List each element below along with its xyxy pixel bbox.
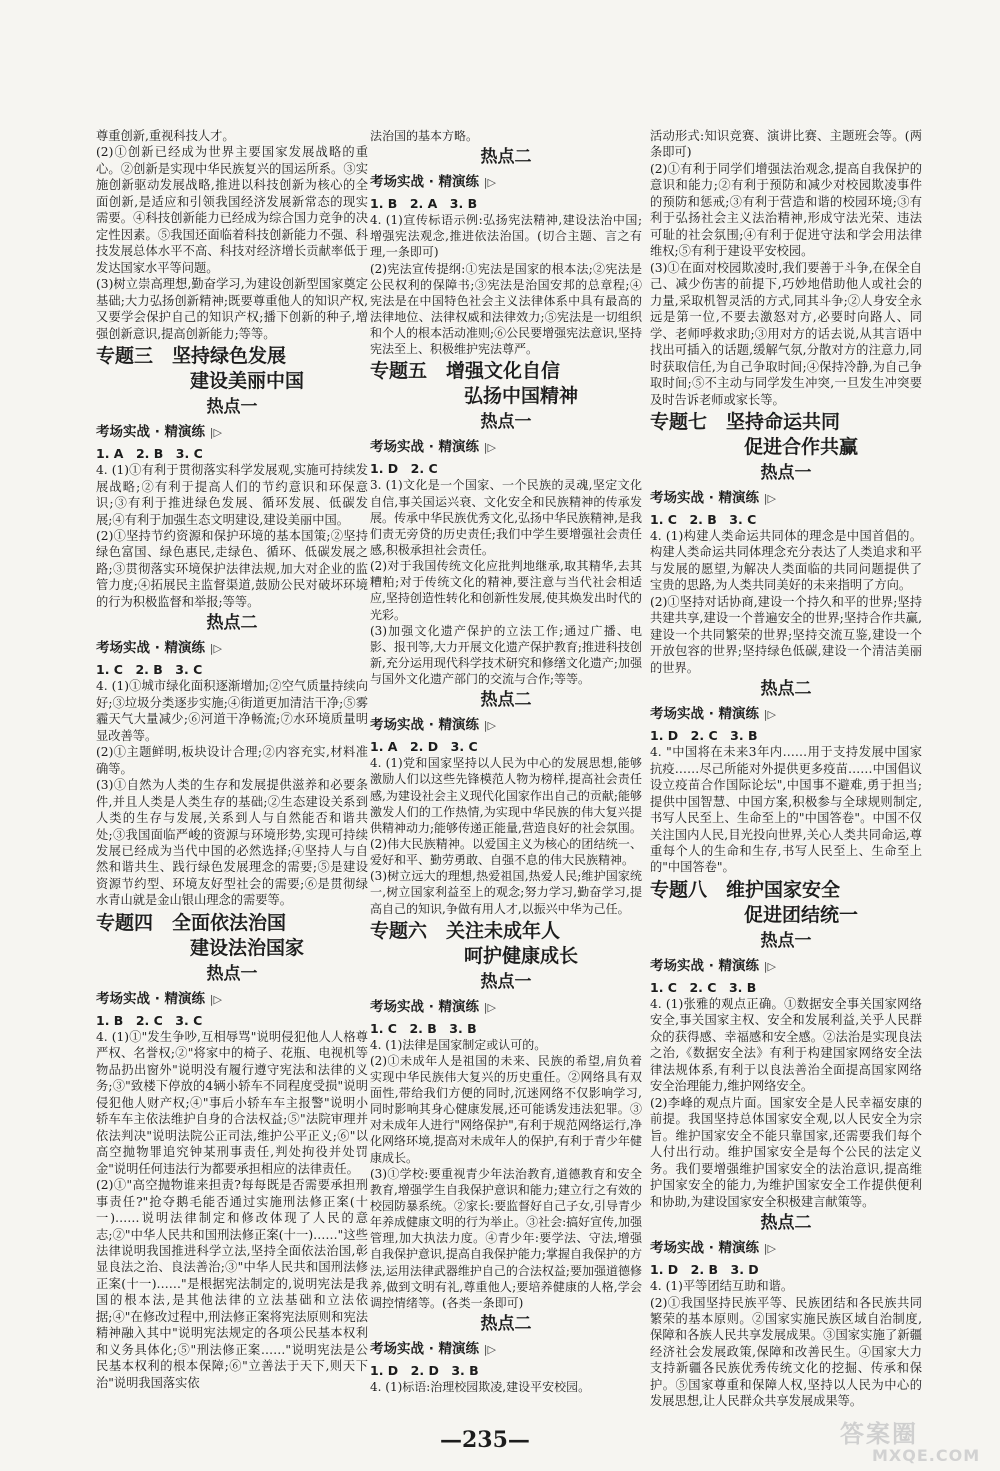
hotspot-heading: 热点二 bbox=[480, 147, 532, 168]
topic-title: 专题五 增强文化自信 bbox=[370, 360, 561, 383]
drill-heading bbox=[650, 955, 922, 978]
hotspot-heading: 热点一 bbox=[480, 971, 532, 992]
topic-subtitle: 促进团结统一 bbox=[743, 903, 858, 926]
drill-heading bbox=[650, 1237, 922, 1260]
topic-title: 专题三 坚持绿色发展 bbox=[96, 345, 287, 368]
answer-text: 4. "中国将在未来3年内……用于支持发展中国家抗疫……尽己所能对外提供更多疫苗……中国倡议设立疫苗合作国际论坛",中国事不避难,勇于担当;提供中国智慧、中国方案,积极参与全球规则制定,书写人民至上、生命至上的"中国答卷"。中国不仅关注国内人民,目光投向世界,关心人类共同命运,尊重每个人的生命和生存,书写人民至上、生命至上的"中国答卷"。 bbox=[650, 745, 922, 875]
answer-text: 3. (1)文化是一个国家、一个民族的灵魂,坚定文化自信,事关国运兴衰、文化安全和民族精神的传承发展。传承中华民族优秀文化,弘扬中华民族精神,是我们责无旁贷的历史责任;我们中学生要增强社会责任感,积极承担社会责任。 (2)对于我国传统文化应批判地继承,取其精华,去其糟粕;对于传统文化的精神,要注意与当代社会相适应,坚持创造性转化和创新性发展,使其焕发出时代的光彩。 (3)加强文化遗产保护的立法工作;通过广播、电影、报刊等,大力开展文化遗产保护教育;推进科技创新,充分运用现代科学技术研究和修缮文化遗产;加强与国外文化遗产部门的交流与合作;等等。 bbox=[370, 478, 642, 687]
topic-subtitle: 建设法治国家 bbox=[189, 936, 304, 959]
choice-answers: 1. D 2. D 3. B bbox=[370, 1363, 479, 1379]
answer-text: 4. (1)法律是国家制定或认可的。 (2)①未成年人是祖国的未来、民族的希望,肩负着实现中华民族伟大复兴的历史重任。②网络具有双面性,带给我们方便的同时,沉迷网络不仅影响学习,同时影响其身心健康发展,还可能诱发违法犯罪。③对未成年人进行"网络保护",有利于规范网络运行,净化网络环境,提高对未成年人的保护,有利于青少年健康成长。 (3)①学校:要重视青少年法治教育,道德教育和安全教育,增强学生自我保护意识和能力;建立行之有效的校园防暴系统。②家长:要监督好自己子女,引导青少年养成健康文明的行为举止。③社会:搞好宣传,加强管理,加大执法力度。④青少年:要学法、守法,增强自我保护意识,提高自我保护能力;掌握自我保护的方法,运用法律武器维护自己的合法权益;要加强道德修养,做到文明有礼,尊重他人;要培养健康的人格,学会调控情绪等。(各类一条即可) bbox=[370, 1037, 642, 1310]
topic-heading bbox=[370, 919, 642, 969]
watermark-text: 答案圈 bbox=[840, 1420, 918, 1448]
choice-answers: 1. C 2. B 3. C bbox=[650, 511, 757, 527]
drill-heading bbox=[370, 1338, 642, 1361]
topic-subtitle: 呵护健康成长 bbox=[463, 944, 578, 967]
drill-label: 考场实战 · 精演练 bbox=[370, 439, 480, 456]
answer-text: 4. (1)平等团结互助和谐。 (2)①我国坚持民族平等、民族团结和各民族共同繁荣的基本原则。②国家实施民族区域自治制度,保障和各族人民共享发展成果。③国家实施了新疆经济社会发展政策,保障和改善民生。④国家大力支持新疆各民族优秀传统文化的挖掘、传承和保护。⑤国家尊重和保障人权,坚持以人民为中心的发展思想,让人民群众共享发展成果等。 bbox=[650, 1279, 922, 1409]
drill-heading bbox=[370, 714, 642, 737]
arrow-icon: |▷ bbox=[483, 1000, 496, 1014]
answer-text: 4. (1)宣传标语示例:弘扬宪法精神,建设法治中国;增强宪法观念,推进依法治国。(切合主题、言之有理,一条即可) (2)宪法宣传提纲:①宪法是国家的根本法;②宪法是公民权利的保障书;③宪法是治国安邦的总章程;④宪法是在中国特色社会主义法律体系中具有最高的法律地位、法律权威和法律效力;⑤宪法是一切组织和个人的根本活动准则;⑥公民要增强宪法意识,坚持宪法至上、积极维护宪法尊严。 bbox=[370, 213, 642, 357]
answer-text: 4. (1)①"发生争吵,互相辱骂"说明侵犯他人人格尊严权、名誉权;②"将家中的椅子、花瓶、电视机等物品扔出窗外"说明没有履行遵守宪法和法律的义务;③"致楼下停放的4辆小轿车不同程度受损"说明侵犯他人财产权;④"事后小轿车车主报警"说明小轿车车主依法维护自身的合法权益;⑤"法院审理并依法判决"说明法院公正司法,维护公平正义;⑥"以高空抛物罪追究钟某刑事责任,判处拘役并处罚金"说明任何违法行为都要承担相应的法律责任。 (2)①"高空抛物谁来担责?每每既是否需要承担刑事责任?"抢夺鹅毛能否通过实施刑法修正案(十一)……说明法律制定和修改体现了人民的意志;②"中华人民共和国刑法修正案(十一)……"这些法律说明我国推进科学立法,坚持全面依法治国,彰显良法之治、良法善治;③"中华人民共和国刑法修正案(十一)……"是根据宪法制定的,说明宪法是我国的根本法,是其他法律的立法基础和立法依据;④"在修改过程中,刑法修正案将宪法原则和宪法精神融入其中"说明宪法规定的各项公民基本权利和义务具体化;⑤"刑法修正案……"说明宪法是公民基本权利的根本保障;⑥"立善法于天下,则天下治"说明我国落实依 bbox=[96, 1029, 368, 1390]
drill-heading bbox=[96, 988, 368, 1011]
topic-heading bbox=[650, 410, 922, 460]
drill-label: 考场实战 · 精演练 bbox=[650, 489, 760, 506]
drill-label: 考场实战 · 精演练 bbox=[650, 706, 760, 723]
hotspot-heading: 热点二 bbox=[480, 690, 532, 711]
topic-subtitle: 弘扬中国精神 bbox=[463, 385, 578, 408]
drill-heading bbox=[650, 487, 922, 510]
arrow-icon: |▷ bbox=[209, 992, 222, 1006]
hotspot-heading: 热点二 bbox=[760, 1213, 812, 1234]
answer-text: 4. (1)①有利于贯彻落实科学发展观,实施可持续发展战略;②有利于提高人们的节约意识和环保意识;③有利于推进绿色发展、循环发展、低碳发展;④有利于加强生态文明建设,建设美丽中国。 (2)①坚持节约资源和保护环境的基本国策;②坚持绿色富国、绿色惠民,走绿色、循环、低碳发展之路;③贯彻落实环境保护法律法规,加大对企业的监管力度;④拓展民主监督渠道,鼓励公民对破坏环境的行为积极监督和举报;等等。 bbox=[96, 463, 368, 609]
drill-label: 考场实战 · 精演练 bbox=[96, 640, 206, 657]
topic-heading bbox=[650, 878, 922, 928]
arrow-icon: |▷ bbox=[209, 426, 222, 440]
hotspot-heading: 热点一 bbox=[480, 412, 532, 433]
column-1 bbox=[96, 128, 368, 1391]
arrow-icon: |▷ bbox=[763, 491, 776, 505]
drill-heading bbox=[96, 421, 368, 444]
answer-text: 4. (1)①城市绿化面积逐渐增加;②空气质量持续向好;③垃圾分类逐步实施;④街道更加清洁干净;⑤雾霾天气大量减少;⑥河道干净畅流;⑦水环境质量明显改善等。 (2)①主题鲜明,板块设计合理;②内容充实,材料准确等。 (3)①自然为人类的生存和发展提供滋养和必要条件,并且人类是人类生存的基础;②生态建设关系到人类的生存与发展,关系到人与自然能否和谐共处;③我国面临严峻的资源与环境形势,实现可持续发展已经成为当代中国的必然选择;④坚持人与自然和谐共生、践行绿色发展理念的需要;⑤是建设资源节约型、环境友好型社会的需要;⑥是贯彻绿水青山就是金山银山理念的需要等。 bbox=[96, 679, 368, 908]
choice-answers: 1. A 2. B 3. C bbox=[96, 446, 203, 462]
answer-text: 4. (1)标语:治理校园欺凌,建设平安校园。 bbox=[370, 1380, 591, 1395]
drill-label: 考场实战 · 精演练 bbox=[96, 424, 206, 441]
hotspot-heading: 热点一 bbox=[760, 462, 812, 483]
arrow-icon: |▷ bbox=[483, 719, 496, 733]
choice-answers: 1. C 2. B 3. B bbox=[370, 1020, 477, 1036]
topic-heading bbox=[370, 359, 642, 409]
drill-heading bbox=[370, 171, 642, 194]
arrow-icon: |▷ bbox=[209, 642, 222, 656]
answer-text: 活动形式:知识竞赛、演讲比赛、主题班会等。(两条即可) (2)①有利于同学们增强法治观念,提高自我保护的意识和能力;②有利于预防和减少对校园欺凌事件的预防和惩戒;③有利于营造和谐的校园环境;③有利于弘扬社会主义法治精神,形成守法光荣、违法可耻的社会氛围;④有利于促进守法和学会用法律维权;⑤有利于建设平安校园。 (3)①在面对校园欺凌时,我们要善于斗争,在保全自己、减少伤害的前提下,巧妙地借助他人或社会的力量,采取机智灵活的方式,同其斗争;②人身安全永远是第一位,不要去激怒对方,必要时向路人、同学、老师呼救求助;③用对方的话去说,从其言语中找出可插入的话题,缓解气氛,分散对方的注意力,同时获取信任,为自己争取时间;④保持冷静,为自己争取时间;⑤不主动与同学发生冲突,一旦发生冲突要及时告诉老师或家长等。 bbox=[650, 129, 922, 407]
choice-answers: 1. D 2. B 3. D bbox=[650, 1262, 759, 1278]
drill-heading bbox=[370, 436, 642, 459]
topic-heading bbox=[96, 911, 368, 961]
drill-label: 考场实战 · 精演练 bbox=[370, 1341, 480, 1358]
topic-title: 专题六 关注未成年人 bbox=[370, 919, 561, 942]
hotspot-heading: 热点二 bbox=[480, 1314, 532, 1335]
hotspot-heading: 热点一 bbox=[760, 930, 812, 951]
arrow-icon: |▷ bbox=[763, 959, 776, 973]
topic-heading bbox=[96, 344, 368, 394]
drill-label: 考场实战 · 精演练 bbox=[370, 717, 480, 734]
topic-title: 专题四 全面依法治国 bbox=[96, 911, 287, 934]
choice-answers: 1. B 2. C 3. C bbox=[96, 1012, 203, 1028]
hotspot-heading: 热点二 bbox=[760, 679, 812, 700]
hotspot-heading: 热点一 bbox=[206, 397, 258, 418]
answer-text: 4. (1)党和国家坚持以人民为中心的发展思想,能够激励人们以这些先锋模范人物为榜样,提高社会责任感,为建设社会主义现代化国家作出自己的贡献;能够激发人们的工作热情,为实现中华民族的伟大复兴提供精神动力;能够传递正能量,营造良好的社会氛围。 (2)伟大民族精神。以爱国主义为核心的团结统一、爱好和平、勤劳勇敢、自强不息的伟大民族精神。 (3)树立远大的理想,热爱祖国,热爱人民;维护国家统一,树立国家利益至上的观念;努力学习,勤奋学习,提高自己的知识,争做有用人才,以振兴中华为己任。 bbox=[370, 756, 642, 916]
choice-answers: 1. A 2. D 3. C bbox=[370, 739, 478, 755]
drill-heading bbox=[650, 703, 922, 726]
drill-label: 考场实战 · 精演练 bbox=[650, 957, 760, 974]
arrow-icon: |▷ bbox=[483, 441, 496, 455]
answer-text: 法治国的基本方略。 bbox=[370, 129, 479, 143]
answer-text: 4. (1)构建人类命运共同体的理念是中国首倡的。构建人类命运共同体理念充分表达了人类追求和平与发展的愿望,为解决人类面临的共同问题提供了宝贵的思路,为人类共同美好的未来指明了方向。 (2)①坚持对话协商,建设一个持久和平的世界;坚持共建共享,建设一个普遍安全的世界;坚持合作共赢,建设一个共同繁荣的世界;坚持交流互鉴,建设一个开放包容的世界;坚持绿色低碳,建设一个清洁美丽的世界。 bbox=[650, 528, 922, 675]
hotspot-heading: 热点二 bbox=[206, 613, 258, 634]
choice-answers: 1. D 2. C bbox=[370, 461, 438, 477]
arrow-icon: |▷ bbox=[483, 176, 496, 190]
arrow-icon: |▷ bbox=[763, 708, 776, 722]
drill-heading bbox=[370, 996, 642, 1019]
choice-answers: 1. D 2. C 3. B bbox=[650, 728, 758, 744]
topic-subtitle: 建设美丽中国 bbox=[189, 370, 304, 393]
choice-answers: 1. C 2. C 3. B bbox=[650, 979, 757, 995]
drill-label: 考场实战 · 精演练 bbox=[370, 174, 480, 191]
hotspot-heading: 热点一 bbox=[206, 963, 258, 984]
column-2 bbox=[370, 128, 642, 1395]
watermark-url: MXQE.COM bbox=[872, 1446, 981, 1465]
drill-label: 考场实战 · 精演练 bbox=[96, 990, 206, 1007]
drill-label: 考场实战 · 精演练 bbox=[370, 998, 480, 1015]
topic-subtitle: 促进合作共赢 bbox=[743, 435, 858, 458]
watermark-logo bbox=[828, 1414, 988, 1464]
arrow-icon: |▷ bbox=[763, 1242, 776, 1256]
drill-label: 考场实战 · 精演练 bbox=[650, 1240, 760, 1257]
drill-heading bbox=[96, 637, 368, 660]
column-3 bbox=[650, 128, 922, 1410]
choice-answers: 1. B 2. A 3. B bbox=[370, 196, 478, 212]
answer-text: 4. (1)张雅的观点正确。①数据安全事关国家网络安全,事关国家主权、安全和发展利益,关乎人民群众的获得感、幸福感和安全感。②法治是实现良法之治,《数据安全法》有利于构建国家网络安全法律法规体系,有利于以良法善治全面提高国家网络安全治理能力,维护网络安全。 (2)李峰的观点片面。国家安全是人民幸福安康的前提。我国坚持总体国家安全观,以人民安全为宗旨。维护国家安全不能只靠国家,还需要我们每个人付出行动。维护国家安全是每个公民的法定义务。我们要增强维护国家安全的法治意识,提高维护国家安全的能力,为维护国家安全工作提供便利和协助,为建设国家安全积极建言献策等。 bbox=[650, 996, 922, 1209]
topic-title: 专题七 坚持命运共同 bbox=[650, 410, 841, 433]
arrow-icon: |▷ bbox=[483, 1343, 496, 1357]
choice-answers: 1. C 2. B 3. C bbox=[96, 662, 203, 678]
answer-text: 尊重创新,重视科技人才。 (2)①创新已经成为世界主要国家发展战略的重心。②创新是实现中华民族复兴的国运所系。③实施创新驱动发展战略,推进以科技创新为核心的全面创新,是适应和引领我国经济发展新常态的现实需要。④科技创新能力已经成为综合国力竞争的决定性因素。⑤我国还面临着科技创新能力不强、科技发展总体水平不高、科技对经济增长贡献率低于发达国家水平等问题。 (3)树立崇高理想,勤奋学习,为建设创新型国家奠定基础;大力弘扬创新精神;既要尊重他人的知识产权,又要学会保护自己的知识产权;播下创新的种子,增强创新意识,提高创新能力;等等。 bbox=[96, 129, 368, 341]
page-number: —235— bbox=[440, 1427, 530, 1453]
topic-title: 专题八 维护国家安全 bbox=[650, 878, 841, 901]
